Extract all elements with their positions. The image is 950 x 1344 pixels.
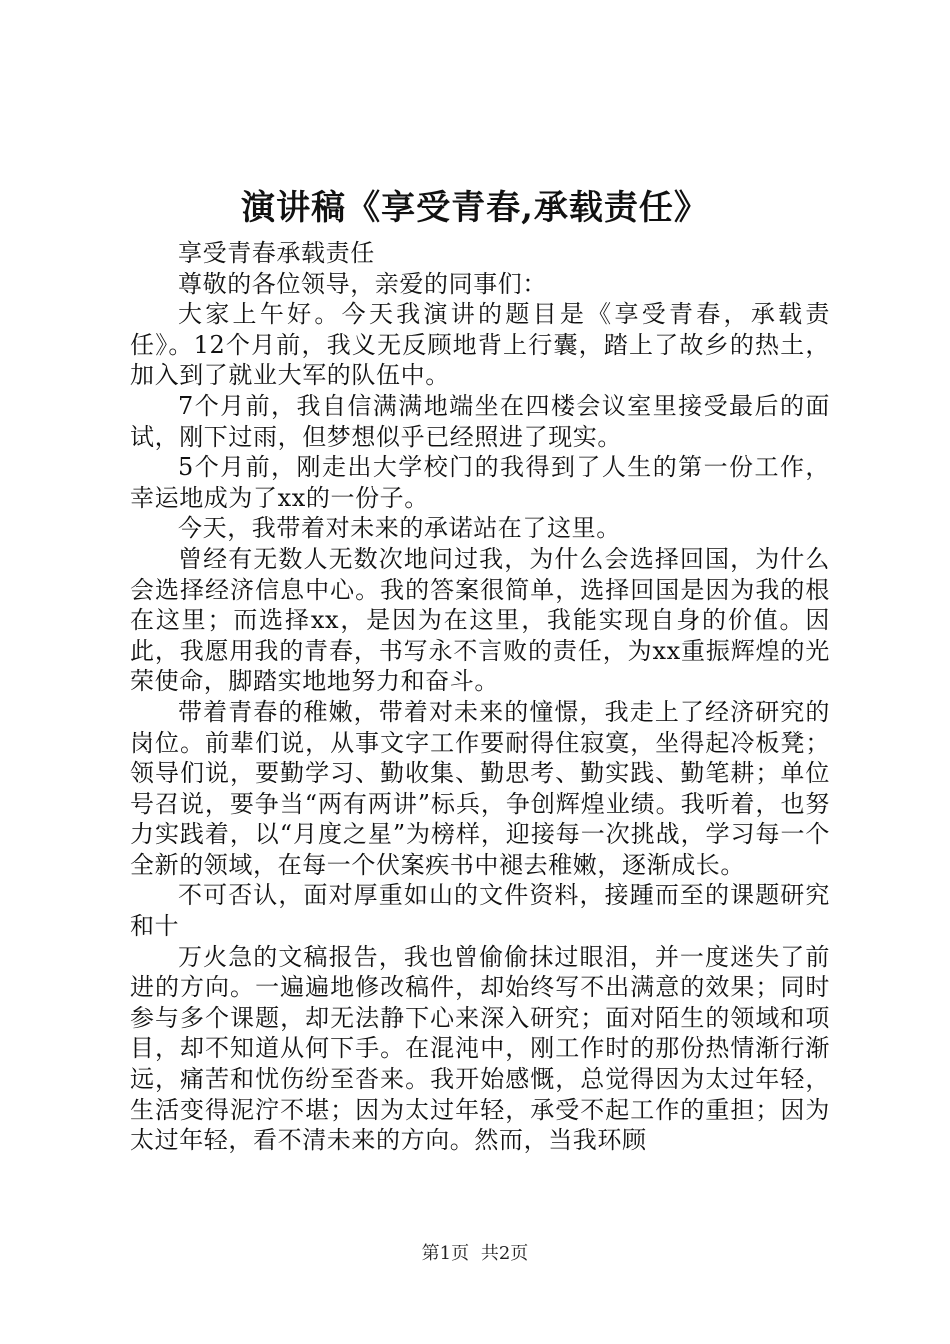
page-footer	[0, 1242, 950, 1266]
paragraph: 曾经有无数人无数次地问过我，为什么会选择回国，为什么会选择经济信息中心。我的答案很简单，选择回国是因为我的根在这里；而选择xx，是因为在这里，我能实现自身的价值。因此，我愿用我的青春，书写永不言败的责任，为xx重振辉煌的光荣使命，脚踏实地地努力和奋斗。	[130, 544, 830, 696]
paragraph: 5个月前，刚走出大学校门的我得到了人生的第一份工作，幸运地成为了xx的一份子。	[130, 453, 830, 512]
paragraph: 今天，我带着对未来的承诺站在了这里。	[178, 514, 621, 543]
paragraph: 尊敬的各位领导，亲爱的同事们：	[178, 269, 547, 298]
paragraph: 带着青春的稚嫩，带着对未来的憧憬，我走上了经济研究的岗位。前辈们说，从事文字工作要耐得住寂寞，坐得起冷板凳；领导们说，要勤学习、勤收集、勤思考、勤实践、勤笔耕；单位号召说，要争当“两有两讲”标兵，争创辉煌业绩。我听着，也努力实践着，以“月度之星”为榜样，迎接每一次挑战，学习每一个全新的领域，在每一个伏案疾书中褪去稚嫩，逐渐成长。	[130, 697, 830, 879]
document-title: 演讲稿《享受青春,承载责任》	[241, 188, 709, 228]
paragraph: 享受青春承载责任	[178, 239, 375, 267]
page-total: 共2页	[480, 1243, 529, 1264]
paragraph: 7个月前，我自信满满地端坐在四楼会议室里接受最后的面试，刚下过雨，但梦想似乎已经照进了现实。	[130, 391, 830, 451]
paragraph: 不可否认，面对厚重如山的文件资料，接踵而至的课题研究和十	[130, 881, 830, 941]
document-body	[130, 238, 830, 1156]
paragraph: 万火急的文稿报告，我也曾偷偷抹过眼泪，并一度迷失了前进的方向。一遍遍地修改稿件，却始终写不出满意的效果；同时参与多个课题，却无法静下心来深入研究；面对陌生的领域和项目，却不知道从何下手。在混沌中，刚工作时的那份热情渐行渐远，痛苦和忧伤纷至沓来。我开始感慨，总觉得因为太过年轻，生活变得泥泞不堪；因为太过年轻，承受不起工作的重担；因为太过年轻，看不清未来的方向。然而，当我环顾	[130, 942, 830, 1155]
page-number: 第1页	[421, 1243, 470, 1264]
paragraph: 大家上午好。今天我演讲的题目是《享受青春，承载责任》。12个月前，我义无反顾地背上行囊，踏上了故乡的热土，加入到了就业大军的队伍中。	[130, 300, 830, 390]
